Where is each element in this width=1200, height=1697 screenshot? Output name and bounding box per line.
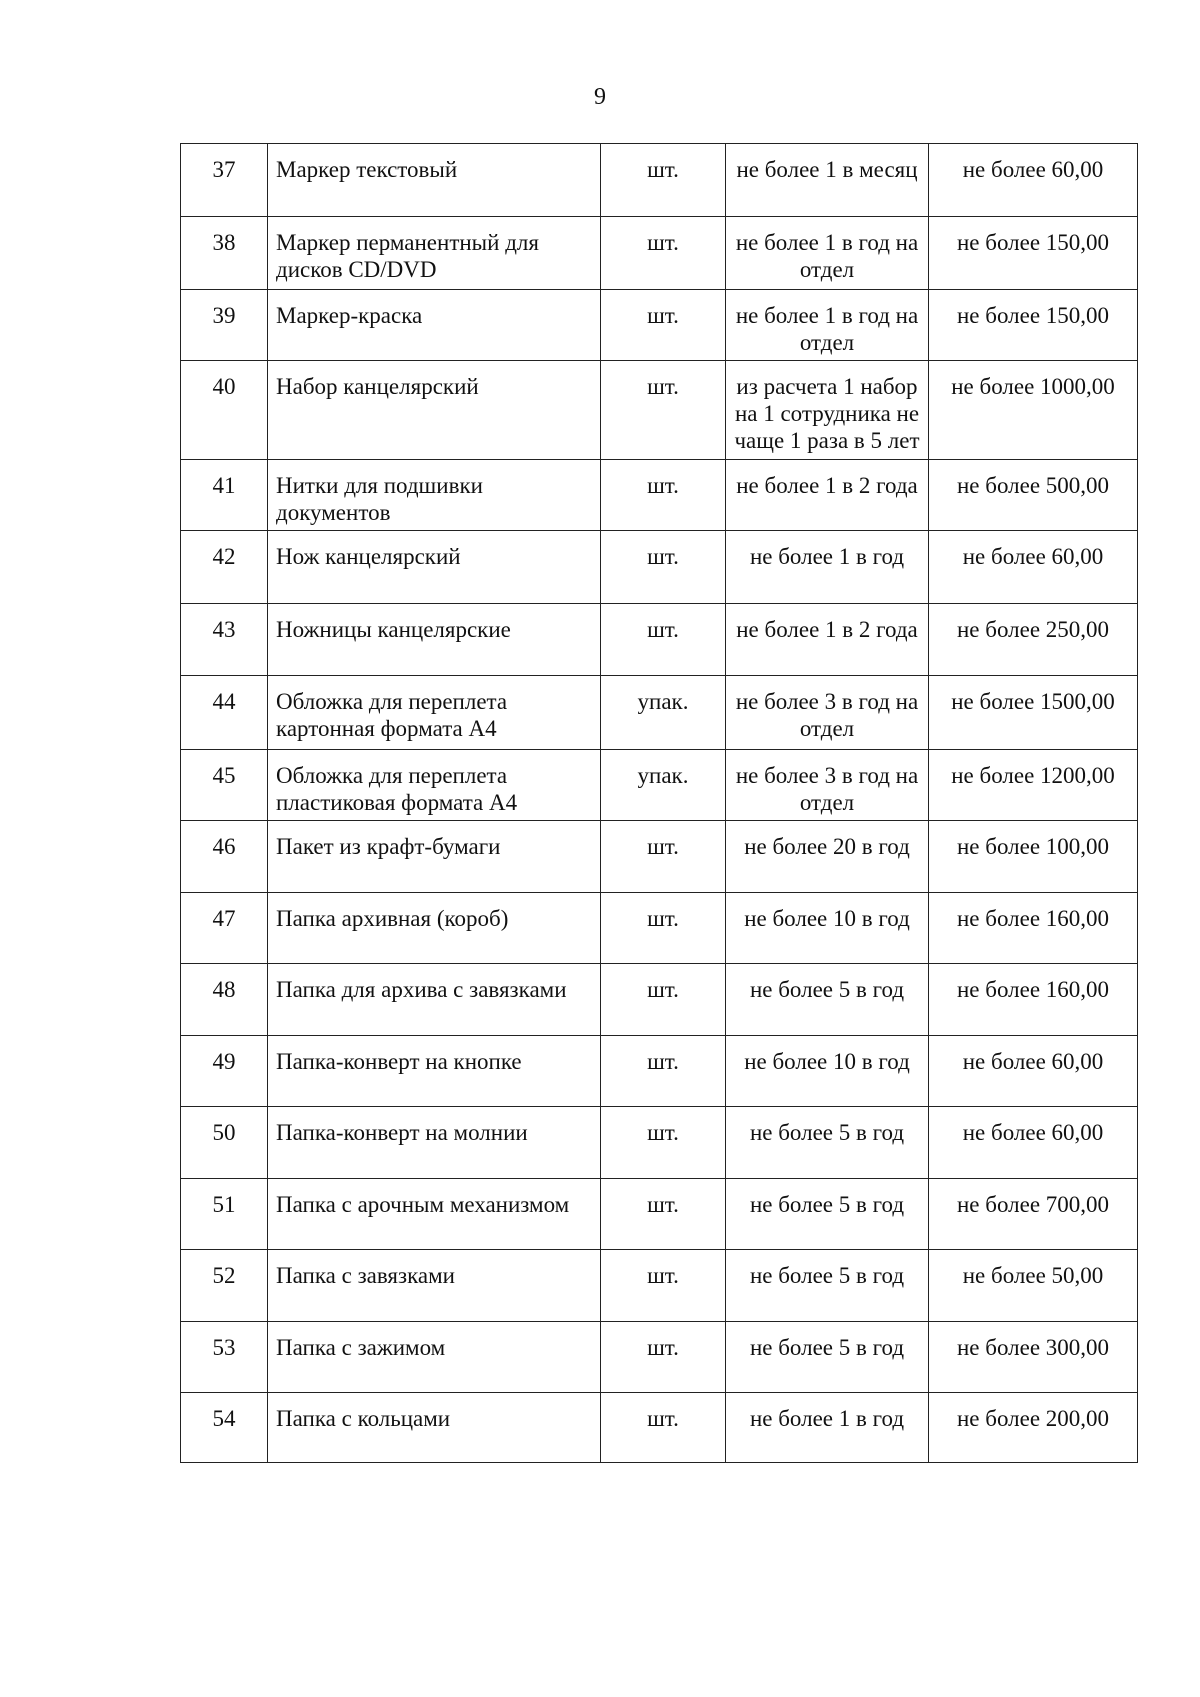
- quantity-norm-cell: не более 3 в год на отдел: [726, 676, 929, 750]
- row-number-cell: 51: [181, 1179, 268, 1250]
- item-name-cell: Папка с арочным механизмом: [268, 1179, 601, 1250]
- item-name-cell: Нитки для подшивки документов: [268, 460, 601, 531]
- quantity-norm-cell: не более 5 в год: [726, 1107, 929, 1179]
- table-row: [181, 604, 1138, 676]
- unit-of-measure-cell: шт.: [601, 290, 726, 361]
- item-name-cell: Нож канцелярский: [268, 531, 601, 604]
- table-row: [181, 1322, 1138, 1393]
- table-row: [181, 217, 1138, 290]
- table-row: [181, 964, 1138, 1036]
- supplies-table: [180, 143, 1138, 1463]
- unit-of-measure-cell: шт.: [601, 144, 726, 217]
- quantity-norm-cell: не более 20 в год: [726, 821, 929, 893]
- price-limit-cell: не более 250,00: [929, 604, 1138, 676]
- quantity-norm-cell: не более 1 в 2 года: [726, 604, 929, 676]
- item-name-cell: Маркер перманентный для дисков CD/DVD: [268, 217, 601, 290]
- table-row: [181, 1393, 1138, 1463]
- item-name-cell: Папка-конверт на молнии: [268, 1107, 601, 1179]
- unit-of-measure-cell: упак.: [601, 750, 726, 821]
- unit-of-measure-cell: шт.: [601, 1393, 726, 1463]
- unit-of-measure-cell: шт.: [601, 964, 726, 1036]
- row-number-cell: 49: [181, 1036, 268, 1107]
- unit-of-measure-cell: шт.: [601, 361, 726, 460]
- row-number-cell: 38: [181, 217, 268, 290]
- unit-of-measure-cell: шт.: [601, 1036, 726, 1107]
- supplies-table-body: [181, 144, 1138, 1463]
- table-row: [181, 1036, 1138, 1107]
- price-limit-cell: не более 50,00: [929, 1250, 1138, 1322]
- row-number-cell: 41: [181, 460, 268, 531]
- quantity-norm-cell: не более 5 в год: [726, 1322, 929, 1393]
- row-number-cell: 42: [181, 531, 268, 604]
- table-row: [181, 893, 1138, 964]
- quantity-norm-cell: не более 5 в год: [726, 1250, 929, 1322]
- table-row: [181, 821, 1138, 893]
- table-row: [181, 144, 1138, 217]
- quantity-norm-cell: не более 1 в месяц: [726, 144, 929, 217]
- item-name-cell: Папка с зажимом: [268, 1322, 601, 1393]
- page-number: 9: [594, 84, 606, 110]
- unit-of-measure-cell: шт.: [601, 1179, 726, 1250]
- table-row: [181, 750, 1138, 821]
- table-row: [181, 531, 1138, 604]
- quantity-norm-cell: не более 10 в год: [726, 1036, 929, 1107]
- unit-of-measure-cell: шт.: [601, 821, 726, 893]
- row-number-cell: 47: [181, 893, 268, 964]
- unit-of-measure-cell: шт.: [601, 1250, 726, 1322]
- unit-of-measure-cell: шт.: [601, 1107, 726, 1179]
- price-limit-cell: не более 150,00: [929, 290, 1138, 361]
- item-name-cell: Маркер текстовый: [268, 144, 601, 217]
- price-limit-cell: не более 150,00: [929, 217, 1138, 290]
- item-name-cell: Папка архивная (короб): [268, 893, 601, 964]
- price-limit-cell: не более 60,00: [929, 144, 1138, 217]
- quantity-norm-cell: не более 1 в год: [726, 1393, 929, 1463]
- row-number-cell: 52: [181, 1250, 268, 1322]
- price-limit-cell: не более 1500,00: [929, 676, 1138, 750]
- price-limit-cell: не более 160,00: [929, 893, 1138, 964]
- price-limit-cell: не более 1200,00: [929, 750, 1138, 821]
- unit-of-measure-cell: шт.: [601, 531, 726, 604]
- item-name-cell: Папка для архива с завязками: [268, 964, 601, 1036]
- row-number-cell: 50: [181, 1107, 268, 1179]
- price-limit-cell: не более 60,00: [929, 531, 1138, 604]
- unit-of-measure-cell: шт.: [601, 604, 726, 676]
- quantity-norm-cell: не более 1 в 2 года: [726, 460, 929, 531]
- item-name-cell: Папка с завязками: [268, 1250, 601, 1322]
- price-limit-cell: не более 1000,00: [929, 361, 1138, 460]
- row-number-cell: 39: [181, 290, 268, 361]
- table-row: [181, 1107, 1138, 1179]
- price-limit-cell: не более 500,00: [929, 460, 1138, 531]
- table-row: [181, 460, 1138, 531]
- unit-of-measure-cell: шт.: [601, 893, 726, 964]
- table-row: [181, 1250, 1138, 1322]
- table-row: [181, 290, 1138, 361]
- row-number-cell: 54: [181, 1393, 268, 1463]
- price-limit-cell: не более 200,00: [929, 1393, 1138, 1463]
- item-name-cell: Ножницы канцелярские: [268, 604, 601, 676]
- price-limit-cell: не более 160,00: [929, 964, 1138, 1036]
- table-row: [181, 361, 1138, 460]
- table-row: [181, 1179, 1138, 1250]
- quantity-norm-cell: не более 3 в год на отдел: [726, 750, 929, 821]
- item-name-cell: Набор канцелярский: [268, 361, 601, 460]
- row-number-cell: 44: [181, 676, 268, 750]
- row-number-cell: 48: [181, 964, 268, 1036]
- price-limit-cell: не более 60,00: [929, 1036, 1138, 1107]
- price-limit-cell: не более 300,00: [929, 1322, 1138, 1393]
- quantity-norm-cell: из расчета 1 набор на 1 сотрудника не чаще 1 раза в 5 лет: [726, 361, 929, 460]
- row-number-cell: 45: [181, 750, 268, 821]
- quantity-norm-cell: не более 1 в год: [726, 531, 929, 604]
- quantity-norm-cell: не более 1 в год на отдел: [726, 217, 929, 290]
- quantity-norm-cell: не более 1 в год на отдел: [726, 290, 929, 361]
- table-row: [181, 676, 1138, 750]
- row-number-cell: 37: [181, 144, 268, 217]
- row-number-cell: 53: [181, 1322, 268, 1393]
- quantity-norm-cell: не более 5 в год: [726, 1179, 929, 1250]
- row-number-cell: 46: [181, 821, 268, 893]
- unit-of-measure-cell: шт.: [601, 460, 726, 531]
- price-limit-cell: не более 60,00: [929, 1107, 1138, 1179]
- quantity-norm-cell: не более 10 в год: [726, 893, 929, 964]
- row-number-cell: 43: [181, 604, 268, 676]
- item-name-cell: Пакет из крафт-бумаги: [268, 821, 601, 893]
- item-name-cell: Обложка для переплета картонная формата А4: [268, 676, 601, 750]
- item-name-cell: Обложка для переплета пластиковая формата А4: [268, 750, 601, 821]
- quantity-norm-cell: не более 5 в год: [726, 964, 929, 1036]
- item-name-cell: Папка с кольцами: [268, 1393, 601, 1463]
- price-limit-cell: не более 700,00: [929, 1179, 1138, 1250]
- row-number-cell: 40: [181, 361, 268, 460]
- unit-of-measure-cell: шт.: [601, 1322, 726, 1393]
- unit-of-measure-cell: упак.: [601, 676, 726, 750]
- item-name-cell: Маркер-краска: [268, 290, 601, 361]
- item-name-cell: Папка-конверт на кнопке: [268, 1036, 601, 1107]
- price-limit-cell: не более 100,00: [929, 821, 1138, 893]
- unit-of-measure-cell: шт.: [601, 217, 726, 290]
